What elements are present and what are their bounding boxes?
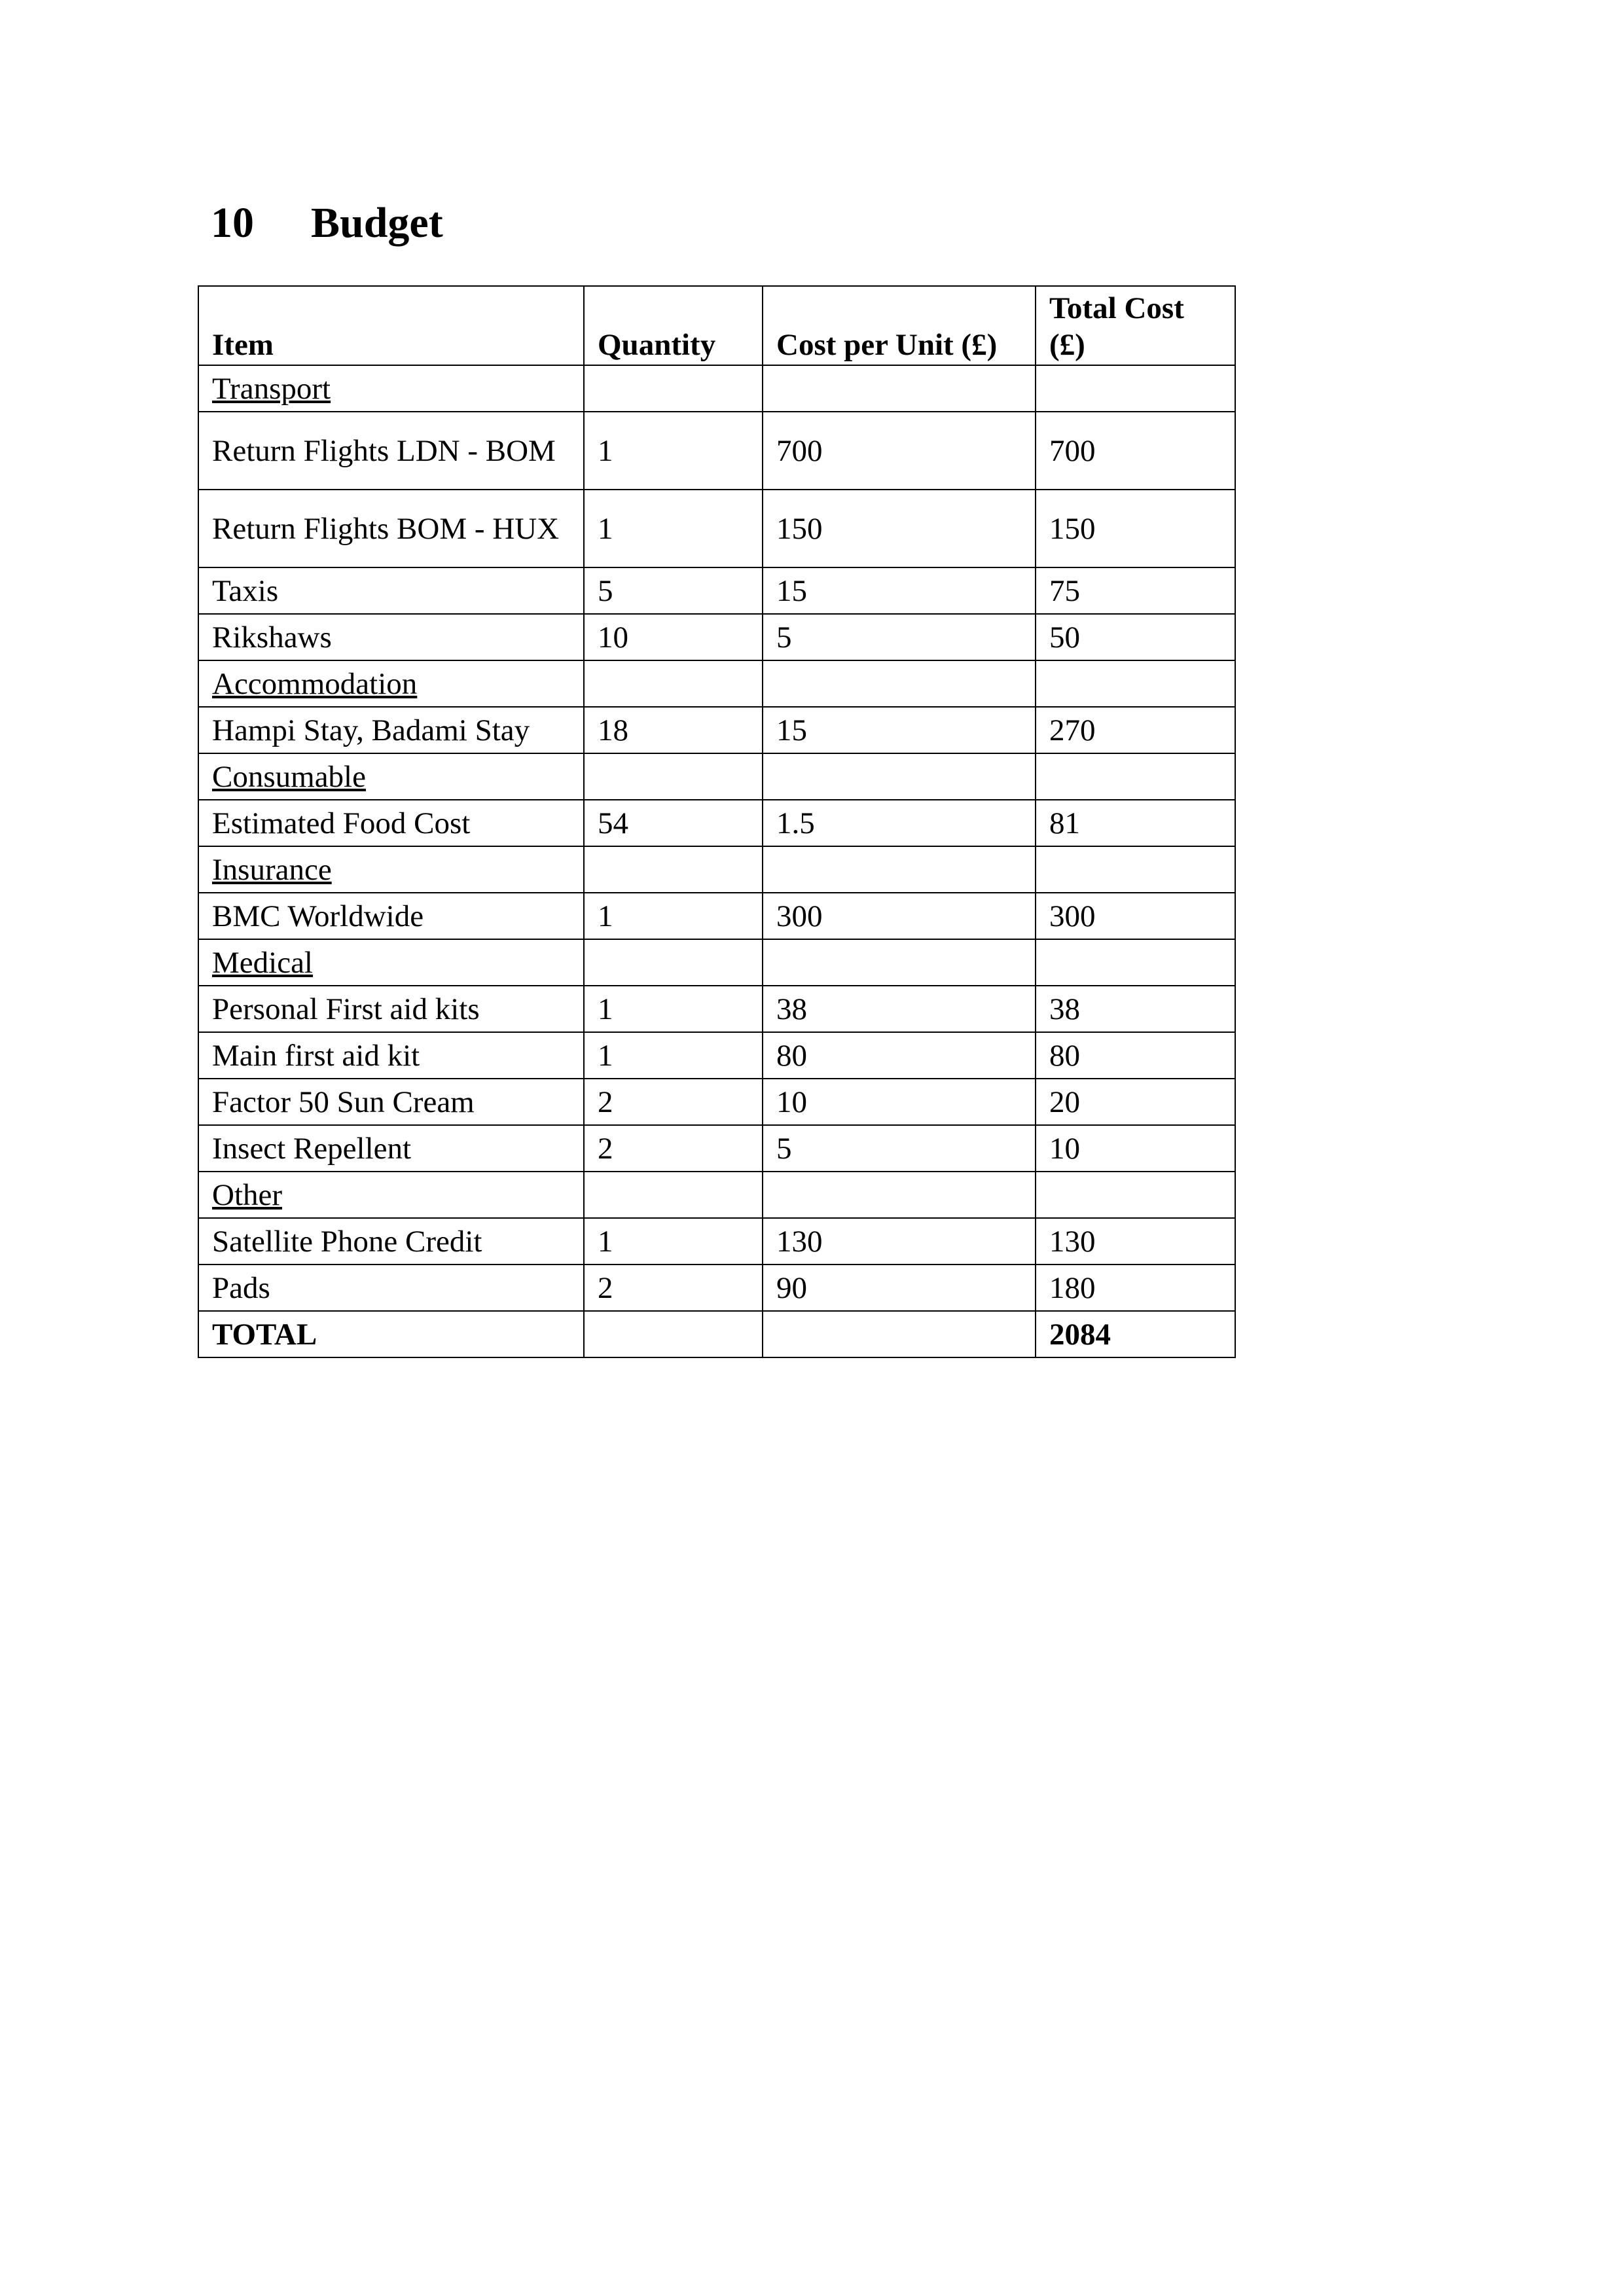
budget-table <box>198 285 1236 1358</box>
total-cost-cell <box>1036 939 1235 986</box>
table-row <box>198 490 1235 567</box>
quantity-cell <box>584 1311 763 1357</box>
quantity-cell <box>584 365 763 412</box>
section-heading <box>211 194 443 253</box>
section-title: Budget <box>311 199 443 247</box>
quantity-cell: 1 <box>584 1032 763 1079</box>
quantity-cell: 1 <box>584 1218 763 1265</box>
header-cost-per-unit: Cost per Unit (£) <box>763 286 1036 365</box>
table-row <box>198 986 1235 1032</box>
table-row <box>198 1079 1235 1125</box>
header-total-cost: Total Cost (£) <box>1036 286 1235 365</box>
table-row <box>198 1125 1235 1172</box>
item-cell: Taxis <box>198 567 584 614</box>
quantity-cell <box>584 753 763 800</box>
unit-cost-cell: 80 <box>763 1032 1036 1079</box>
quantity-cell <box>584 846 763 893</box>
table-row <box>198 614 1235 660</box>
category-cell <box>198 365 584 412</box>
item-cell: Return Flights LDN - BOM <box>198 412 584 490</box>
quantity-cell <box>584 939 763 986</box>
table-row <box>198 567 1235 614</box>
unit-cost-cell: 1.5 <box>763 800 1036 846</box>
total-cost-cell: 20 <box>1036 1079 1235 1125</box>
unit-cost-cell: 15 <box>763 567 1036 614</box>
table-row <box>198 1218 1235 1265</box>
total-cost-cell: 150 <box>1036 490 1235 567</box>
total-cost-cell <box>1036 1172 1235 1218</box>
unit-cost-cell: 700 <box>763 412 1036 490</box>
header-quantity: Quantity <box>584 286 763 365</box>
total-cost-cell: 700 <box>1036 412 1235 490</box>
item-cell: Estimated Food Cost <box>198 800 584 846</box>
quantity-cell: 2 <box>584 1079 763 1125</box>
item-cell: Personal First aid kits <box>198 986 584 1032</box>
total-cost-cell: 80 <box>1036 1032 1235 1079</box>
item-cell: Satellite Phone Credit <box>198 1218 584 1265</box>
total-cost-cell <box>1036 846 1235 893</box>
total-cost-cell <box>1036 753 1235 800</box>
table-row <box>198 707 1235 753</box>
table-row-category <box>198 365 1235 412</box>
table-total-row <box>198 1311 1235 1357</box>
table-row <box>198 412 1235 490</box>
unit-cost-cell <box>763 1172 1036 1218</box>
table-row-category <box>198 660 1235 707</box>
header-item: Item <box>198 286 584 365</box>
item-cell: Insect Repellent <box>198 1125 584 1172</box>
quantity-cell: 1 <box>584 412 763 490</box>
unit-cost-cell: 15 <box>763 707 1036 753</box>
total-cost-cell <box>1036 365 1235 412</box>
unit-cost-cell: 150 <box>763 490 1036 567</box>
table-row-category <box>198 753 1235 800</box>
unit-cost-cell: 300 <box>763 893 1036 939</box>
item-cell: BMC Worldwide <box>198 893 584 939</box>
unit-cost-cell <box>763 939 1036 986</box>
section-number: 10 <box>211 199 254 247</box>
quantity-cell: 1 <box>584 986 763 1032</box>
quantity-cell: 54 <box>584 800 763 846</box>
category-cell <box>198 1172 584 1218</box>
total-cost-cell: 300 <box>1036 893 1235 939</box>
category-label: Insurance <box>212 852 332 887</box>
total-cost-cell: 180 <box>1036 1265 1235 1311</box>
quantity-cell <box>584 1172 763 1218</box>
unit-cost-cell <box>763 365 1036 412</box>
unit-cost-cell <box>763 660 1036 707</box>
category-label: Other <box>212 1177 283 1212</box>
item-cell: Factor 50 Sun Cream <box>198 1079 584 1125</box>
total-cost-cell: 38 <box>1036 986 1235 1032</box>
quantity-cell <box>584 660 763 707</box>
total-cost-cell: 270 <box>1036 707 1235 753</box>
total-cost-cell: 75 <box>1036 567 1235 614</box>
grand-total-value: 2084 <box>1036 1311 1235 1357</box>
table-row-category <box>198 939 1235 986</box>
unit-cost-cell <box>763 846 1036 893</box>
category-label: Accommodation <box>212 666 418 701</box>
unit-cost-cell: 130 <box>763 1218 1036 1265</box>
category-label: Consumable <box>212 759 366 794</box>
unit-cost-cell: 5 <box>763 614 1036 660</box>
category-cell <box>198 753 584 800</box>
total-label: TOTAL <box>198 1311 584 1357</box>
table-row <box>198 893 1235 939</box>
item-cell: Return Flights BOM - HUX <box>198 490 584 567</box>
table-row <box>198 1265 1235 1311</box>
item-cell: Pads <box>198 1265 584 1311</box>
total-cost-cell: 10 <box>1036 1125 1235 1172</box>
quantity-cell: 2 <box>584 1265 763 1311</box>
quantity-cell: 2 <box>584 1125 763 1172</box>
item-cell: Main first aid kit <box>198 1032 584 1079</box>
quantity-cell: 18 <box>584 707 763 753</box>
total-cost-cell: 81 <box>1036 800 1235 846</box>
table-header-row <box>198 286 1235 365</box>
quantity-cell: 10 <box>584 614 763 660</box>
table-row-category <box>198 1172 1235 1218</box>
item-cell: Hampi Stay, Badami Stay <box>198 707 584 753</box>
category-label: Transport <box>212 371 331 406</box>
quantity-cell: 1 <box>584 490 763 567</box>
quantity-cell: 5 <box>584 567 763 614</box>
category-cell <box>198 939 584 986</box>
category-label: Medical <box>212 945 313 980</box>
total-cost-cell <box>1036 660 1235 707</box>
table-row-category <box>198 846 1235 893</box>
unit-cost-cell: 5 <box>763 1125 1036 1172</box>
table-row <box>198 1032 1235 1079</box>
item-cell: Rikshaws <box>198 614 584 660</box>
total-cost-cell: 130 <box>1036 1218 1235 1265</box>
category-cell <box>198 660 584 707</box>
table-row <box>198 800 1235 846</box>
unit-cost-cell: 90 <box>763 1265 1036 1311</box>
unit-cost-cell <box>763 1311 1036 1357</box>
unit-cost-cell: 10 <box>763 1079 1036 1125</box>
quantity-cell: 1 <box>584 893 763 939</box>
category-cell <box>198 846 584 893</box>
unit-cost-cell: 38 <box>763 986 1036 1032</box>
total-cost-cell: 50 <box>1036 614 1235 660</box>
unit-cost-cell <box>763 753 1036 800</box>
